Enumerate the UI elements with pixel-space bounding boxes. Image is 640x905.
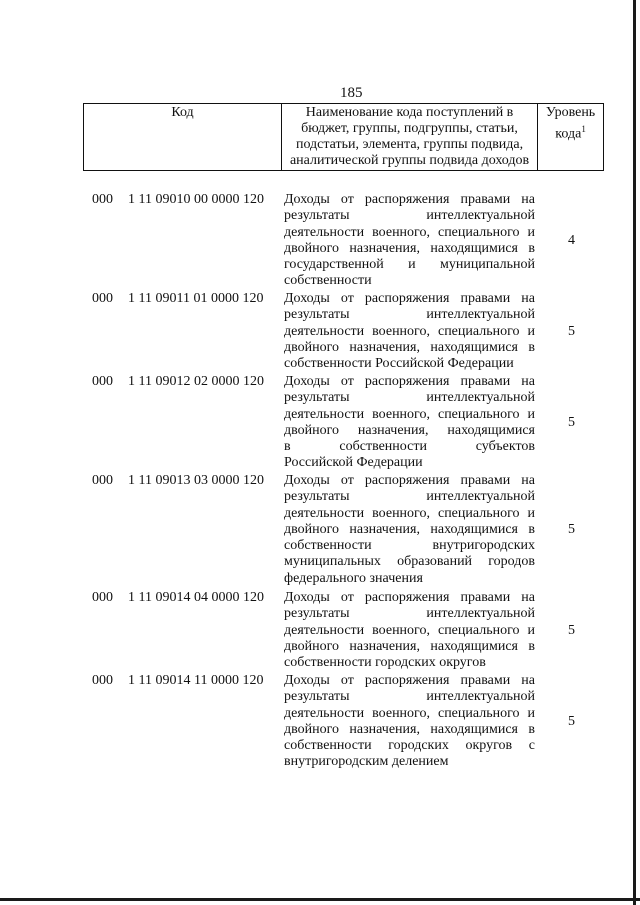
description-line: деятельности военного, специального и [284,406,535,422]
description-line: собственности городских округов с [284,738,535,754]
header-name-line: Наименование кода поступлений в [305,105,514,120]
admin-code: 000 [92,673,113,688]
description-line: результаты интеллектуальной [284,606,535,622]
code-level: 5 [568,324,575,339]
description-line: собственности [284,273,372,289]
admin-code: 000 [92,192,113,207]
revenue-description [284,291,535,372]
page-edge-bottom [0,898,640,901]
page-number: 185 [340,85,363,101]
description-line: собственности Российской Федерации [284,356,514,372]
code-level: 5 [568,623,575,638]
footnote-marker: 1 [581,124,586,134]
admin-code: 000 [92,590,113,605]
description-line: муниципальных образований городов [284,554,535,570]
description-line: государственной и муниципальной [284,257,535,273]
description-line: деятельности военного, специального и [284,323,535,339]
revenue-description [284,192,535,290]
description-line: Доходы от распоряжения правами на [284,590,535,605]
header-name-line: подстатьи, элемента, группы подвида, [295,137,524,152]
code-level: 5 [568,522,575,537]
description-line: результаты интеллектуальной [284,208,535,224]
code-level: 4 [568,233,575,248]
admin-code: 000 [92,473,113,488]
header-level-cell [538,104,604,171]
description-line: собственности городских округов [284,655,486,671]
header-level-word: кода [555,126,582,142]
admin-code: 000 [92,374,113,389]
description-line: деятельности военного, специального и [284,224,535,240]
header-name-cell [282,104,538,171]
revenue-description [284,374,535,472]
description-line: двойного назначения, находящимися в [284,521,535,537]
description-line: Доходы от распоряжения правами на [284,473,535,488]
admin-code: 000 [92,291,113,306]
header-code-cell [84,104,282,171]
description-line: деятельности военного, специального и [284,505,535,521]
revenue-code: 1 11 09011 01 0000 120 [128,291,264,306]
description-line: результаты интеллектуальной [284,489,535,505]
description-line: результаты интеллектуальной [284,390,535,406]
description-line: результаты интеллектуальной [284,689,535,705]
code-level: 5 [568,415,575,430]
description-line: федерального значения [284,570,423,586]
revenue-code: 1 11 09013 03 0000 120 [128,473,264,488]
revenue-code: 1 11 09014 04 0000 120 [128,590,264,605]
description-line: двойного назначения, находящимися в [284,339,535,355]
description-line: двойного назначения, находящимися в [284,240,535,256]
page-edge-right [633,0,636,905]
description-line: Доходы от распоряжения правами на [284,673,535,688]
description-line: деятельности военного, специального и [284,622,535,638]
revenue-description [284,673,535,771]
description-line: внутригородским делением [284,754,449,770]
description-line: Доходы от распоряжения правами на [284,374,535,389]
description-line: в собственности субъектов [284,439,535,455]
header-level-label: Уровень [545,105,596,120]
code-level: 5 [568,714,575,729]
revenue-code: 1 11 09014 11 0000 120 [128,673,264,688]
revenue-code: 1 11 09010 00 0000 120 [128,192,264,207]
revenue-description [284,473,535,587]
description-line: Доходы от распоряжения правами на [284,291,535,306]
header-level-label2 [541,121,600,143]
description-line: собственности внутригородских [284,538,535,554]
description-line: двойного назначения, находящимися в [284,721,535,737]
description-line: двойного назначения, находящимися в [284,638,535,654]
revenue-description [284,590,535,671]
description-line: двойного назначения, находящимися [284,422,535,438]
description-line: деятельности военного, специального и [284,705,535,721]
description-line: результаты интеллектуальной [284,307,535,323]
table-header [83,103,604,171]
header-name-line: бюджет, группы, подгруппы, статьи, [301,121,518,136]
description-line: Российской Федерации [284,455,423,471]
revenue-code: 1 11 09012 02 0000 120 [128,374,264,389]
header-code-label: Код [171,105,194,120]
header-name-line: аналитической группы подвида доходов [289,153,530,168]
description-line: Доходы от распоряжения правами на [284,192,535,207]
